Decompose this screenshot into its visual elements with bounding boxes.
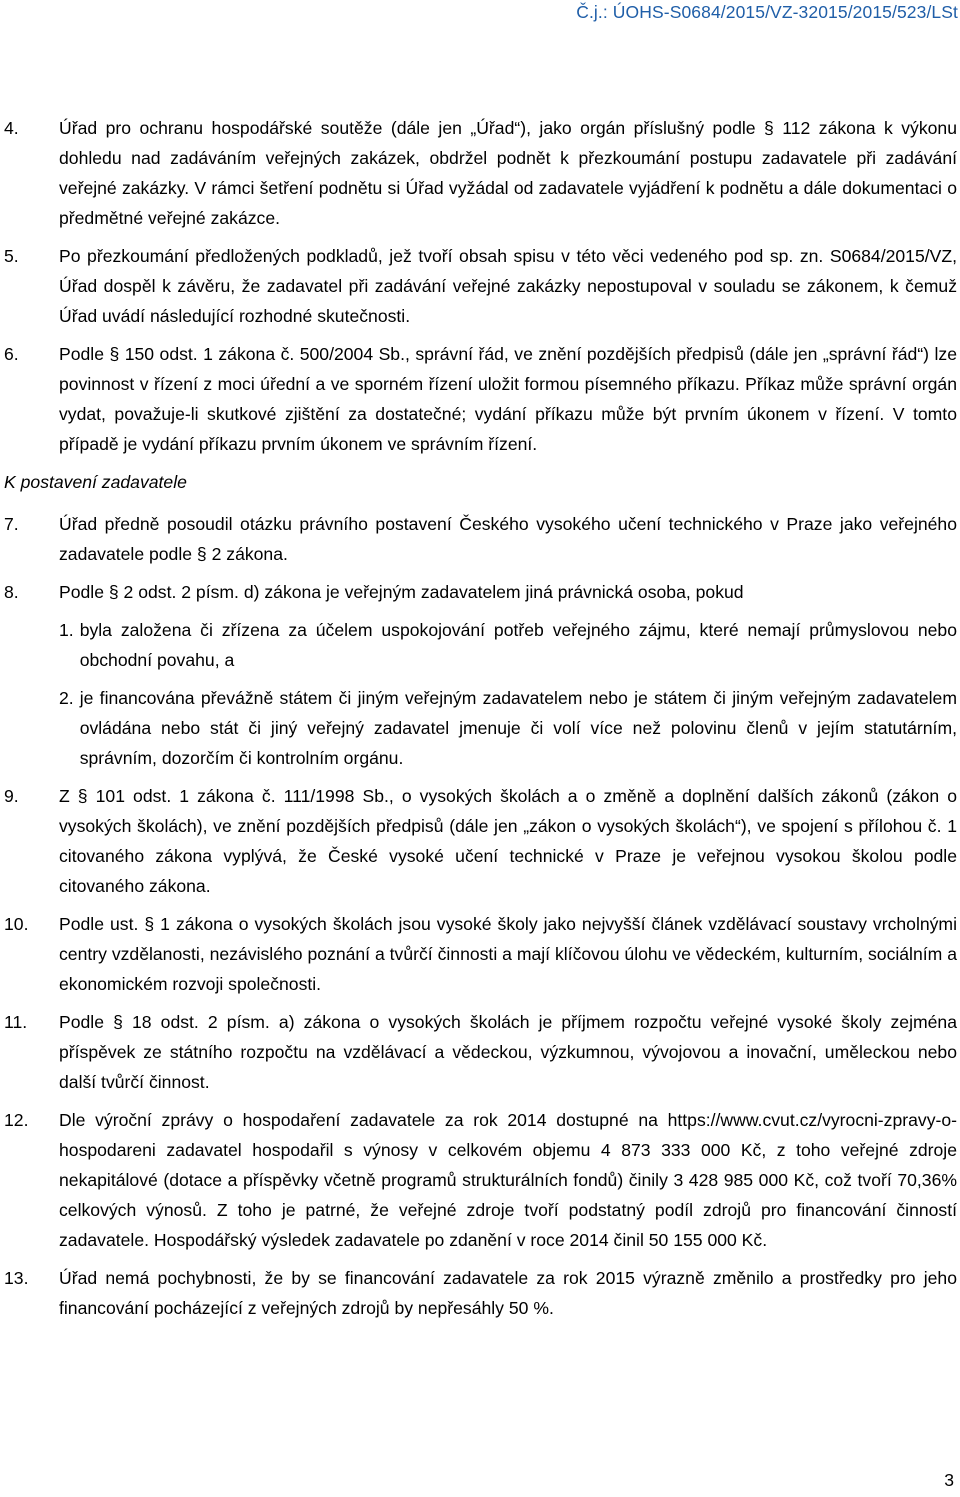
- document-reference: Č.j.: ÚOHS-S0684/2015/VZ-32015/2015/523/LSt: [576, 2, 958, 22]
- paragraph-8: [4, 577, 957, 607]
- document-body: [4, 113, 957, 1331]
- page-number: 3: [944, 1470, 954, 1490]
- paragraph-text: Úřad nemá pochybnosti, že by se financování zadavatele za rok 2015 výrazně změnilo a prostředky pro jeho financování pocházející z veřejných zdrojů by nepřesáhly 50 %.: [59, 1268, 957, 1318]
- paragraph-13: [4, 1263, 957, 1323]
- paragraph-number: 5.: [4, 246, 19, 266]
- paragraph-number: 10.: [4, 914, 29, 934]
- paragraph-text: Z § 101 odst. 1 zákona č. 111/1998 Sb., o vysokých školách a o změně a doplnění dalších zákonů (zákon o vysokých školách), ve znění pozdějších předpisů (dále jen „zákon o vysokých školách“), ve spojení s přílohou č. 1 citovaného zákona vyplývá, že České vysoké učení technické v Praze je veřejnou vysokou školou podle citovaného zákona.: [59, 786, 957, 896]
- paragraph-text: Podle § 18 odst. 2 písm. a) zákona o vysokých školách je příjmem rozpočtu veřejné vysoké školy zejména příspěvek ze státního rozpočtu na vzdělávací a vědeckou, výzkumnou, vývojovou a inovační, uměleckou nebo další tvůrčí činnost.: [59, 1012, 957, 1092]
- subitem-text: je financována převážně státem či jiným veřejným zadavatelem nebo je státem či jiným veřejným zadavatelem ovládána nebo stát či jiný veřejný zadavatel jmenuje či volí více než polovinu členů v jejím statutárním, správním, dozorčím či kontrolním orgánu.: [79, 688, 957, 768]
- paragraph-4: [4, 113, 957, 233]
- section-heading: K postavení zadavatele: [4, 472, 187, 492]
- paragraph-10: [4, 909, 957, 999]
- paragraph-text: Podle § 2 odst. 2 písm. d) zákona je veřejným zadavatelem jiná právnická osoba, pokud: [59, 582, 744, 602]
- subitem-text: byla založena či zřízena za účelem uspokojování potřeb veřejného zájmu, které nemají průmyslovou nebo obchodní povahu, a: [79, 620, 957, 670]
- paragraph-12: [4, 1105, 957, 1255]
- paragraph-number: 12.: [4, 1110, 29, 1130]
- paragraph-number: 13.: [4, 1268, 29, 1288]
- paragraph-number: 4.: [4, 118, 19, 138]
- paragraph-9: [4, 781, 957, 901]
- paragraph-text: Dle výroční zprávy o hospodaření zadavatele za rok 2014 dostupné na https://www.cvut.cz/vyrocni-zpravy-o-hospodareni zadavatel hospodařil s výnosy v celkovém objemu 4 873 333 000 Kč, z toho veřejné zdroje nekapitálové (dotace a příspěvky včetně programů strukturálních fondů) činily 3 428 985 000 Kč, což tvoří 70,36% celkových výnosů. Z toho je patrné, že veřejné zdroje tvoří podstatný podíl zdrojů pro financování činností zadavatele. Hospodářský výsledek zadavatele po zdanění v roce 2014 činil 50 155 000 Kč.: [59, 1110, 957, 1250]
- paragraph-number: 6.: [4, 344, 19, 364]
- paragraph-text: Podle § 150 odst. 1 zákona č. 500/2004 Sb., správní řád, ve znění pozdějších předpisů (dále jen „správní řád“) lze povinnost v řízení z moci úřední a ve sporném řízení uložit formou písemného příkazu. Příkaz může správní orgán vydat, považuje-li skutkové zjištění za dostatečné; vydání příkazu může být prvním úkonem v řízení. V tomto případě je vydání příkazu prvním úkonem ve správním řízení.: [59, 344, 957, 454]
- paragraph-6: [4, 339, 957, 459]
- subitem-number: 1.: [59, 620, 74, 640]
- subitem-1: [59, 615, 957, 675]
- subitem-number: 2.: [59, 688, 74, 708]
- paragraph-number: 7.: [4, 514, 19, 534]
- paragraph-number: 9.: [4, 786, 19, 806]
- paragraph-number: 8.: [4, 582, 19, 602]
- paragraph-number: 11.: [4, 1012, 28, 1032]
- paragraph-5: [4, 241, 957, 331]
- paragraph-11: [4, 1007, 957, 1097]
- paragraph-7: [4, 509, 957, 569]
- paragraph-text: Úřad předně posoudil otázku právního postavení Českého vysokého učení technického v Praze jako veřejného zadavatele podle § 2 zákona.: [59, 514, 957, 564]
- paragraph-text: Podle ust. § 1 zákona o vysokých školách jsou vysoké školy jako nejvyšší článek vzdělávací soustavy vrcholnými centry vzdělanosti, nezávislého poznání a tvůrčí činnosti a mají klíčovou úlohu ve vědeckém, kulturním, sociálním a ekonomickém rozvoji společnosti.: [59, 914, 957, 994]
- subitem-2: [59, 683, 957, 773]
- paragraph-text: Úřad pro ochranu hospodářské soutěže (dále jen „Úřad“), jako orgán příslušný podle § 112 zákona k výkonu dohledu nad zadáváním veřejných zakázek, obdržel podnět k přezkoumání postupu zadavatele při zadávání veřejné zakázky. V rámci šetření podnětu si Úřad vyžádal od zadavatele vyjádření k podnětu a dále dokumentaci o předmětné veřejné zakázce.: [59, 118, 957, 228]
- paragraph-text: Po přezkoumání předložených podkladů, jež tvoří obsah spisu v této věci vedeného pod sp. zn. S0684/2015/VZ, Úřad dospěl k závěru, že zadavatel při zadávání veřejné zakázky nepostupoval v souladu se zákonem, k čemuž Úřad uvádí následující rozhodné skutečnosti.: [59, 246, 957, 326]
